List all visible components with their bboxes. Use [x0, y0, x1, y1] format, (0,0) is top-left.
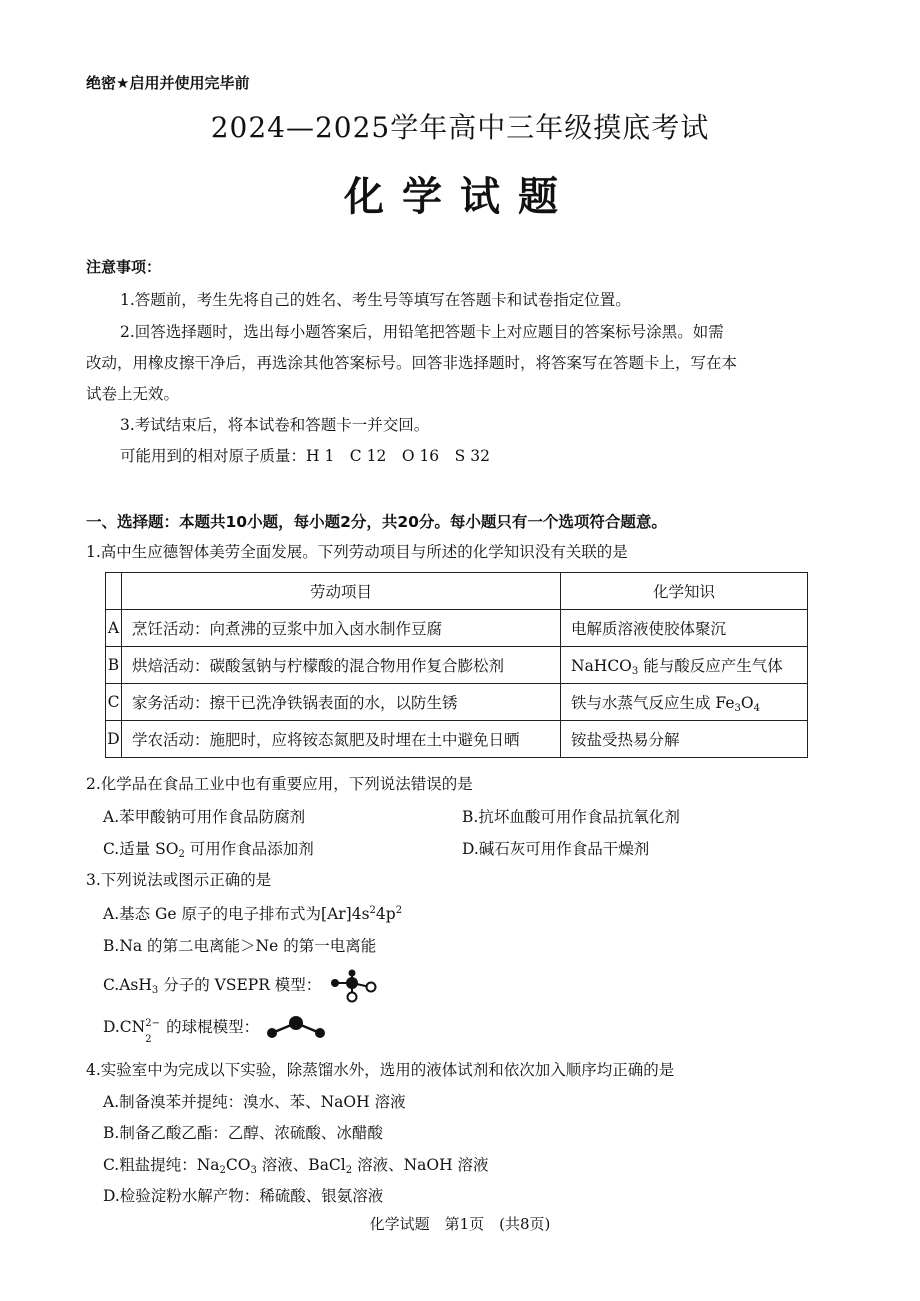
notice-item-3: 3.考试结束后，将本试卷和答题卡一并交回。 [120, 416, 430, 434]
exam-title: 2024—2025学年高中三年级摸底考试 [210, 111, 710, 144]
q4-stem: 4.实验室中为完成以下实验，除蒸馏水外，选用的液体试剂和依次加入顺序均正确的是 [86, 1061, 675, 1079]
q2-option-d: D.碱石灰可用作食品干燥剂 [462, 840, 650, 858]
q4-option-c: C.粗盐提纯：$Na_2CO_3$ 溶液、BaCl$_2$ 溶液、NaOH 溶液 [103, 1156, 489, 1176]
table-row [106, 684, 808, 721]
q4-option-a: A.制备溴苯并提纯：溴水、苯、NaOH 溶液 [103, 1093, 406, 1111]
q4-option-b: B.制备乙酸乙酯：乙醇、浓硫酸、冰醋酸 [103, 1124, 383, 1142]
q1-row-key: A [106, 610, 122, 647]
q1-row-knowledge: 铁与水蒸气反应生成 $Fe_3O_4$ [561, 684, 808, 721]
q1-row-activity: 烹饪活动：向煮沸的豆浆中加入卤水制作豆腐 [122, 610, 561, 647]
subject-title: 化学试题 [344, 174, 576, 220]
table-row [106, 647, 808, 684]
q1-row-activity: 烘焙活动：碳酸氢钠与柠檬酸的混合物用作复合膨松剂 [122, 647, 561, 684]
confidential-label: 绝密★启用并使用完毕前 [86, 74, 250, 92]
q2-option-a: A.苯甲酸钠可用作食品防腐剂 [103, 808, 306, 826]
q4-option-d: D.检验淀粉水解产物：稀硫酸、银氨溶液 [103, 1187, 384, 1205]
page-footer: 化学试题 第1页 (共8页) [369, 1215, 551, 1233]
notice-item-2-line-2: 改动，用橡皮擦干净后，再选涂其他答案标号。回答非选择题时，将答案写在答题卡上，写在本 [86, 354, 738, 372]
atomic-mass-note: 可能用到的相对原子质量：H 1 C 12 O 16 S 32 [120, 447, 490, 465]
q1-row-activity: 家务活动：擦干已洗净铁锅表面的水，以防生锈 [122, 684, 561, 721]
section-1-heading: 一、选择题：本题共10小题，每小题2分，共20分。每小题只有一个选项符合题意。 [86, 513, 667, 531]
notice-item-1: 1.答题前，考生先将自己的姓名、考生号等填写在答题卡和试卷指定位置。 [120, 291, 631, 309]
q1-row-knowledge: 电解质溶液使胶体聚沉 [561, 610, 808, 647]
ball-and-stick-model-icon [264, 1013, 328, 1043]
q1-row-knowledge: 铵盐受热易分解 [561, 721, 808, 758]
q1-stem: 1.高中生应德智体美劳全面发展。下列劳动项目与所述的化学知识没有关联的是 [86, 543, 628, 561]
q3-option-c: C.AsH$_3$ 分子的 VSEPR 模型： [103, 969, 382, 1003]
q3-option-b: B.Na 的第二电离能＞Ne 的第一电离能 [103, 937, 377, 955]
table-row [106, 610, 808, 647]
vsepr-model-icon [326, 969, 382, 1003]
q1-row-key: C [106, 684, 122, 721]
q1-col-knowledge: 化学知识 [561, 573, 808, 610]
q3-stem: 3.下列说法或图示正确的是 [86, 871, 272, 889]
q2-option-b: B.抗坏血酸可用作食品抗氧化剂 [462, 808, 680, 826]
q1-row-knowledge: NaHCO$_3$ 能与酸反应产生气体 [561, 647, 808, 684]
q1-row-key: D [106, 721, 122, 758]
q2-option-c: C.适量 $SO_2$ 可用作食品添加剂 [103, 840, 314, 860]
q1-table [105, 572, 808, 758]
q1-table-header [106, 573, 808, 610]
q1-row-activity: 学农活动：施肥时，应将铵态氮肥及时埋在土中避免日晒 [122, 721, 561, 758]
q1-row-key: B [106, 647, 122, 684]
q3-option-d: D.CN 2− 2 的球棍模型： [103, 1013, 328, 1043]
notice-heading: 注意事项： [86, 258, 162, 276]
q2-stem: 2.化学品在食品工业中也有重要应用，下列说法错误的是 [86, 775, 473, 793]
notice-item-2-line-3: 试卷上无效。 [86, 385, 180, 403]
table-row [106, 721, 808, 758]
q1-col-activity: 劳动项目 [122, 573, 561, 610]
q3-option-a: A.基态 Ge 原子的电子排布式为$[Ar]4s^24p^2$ [103, 905, 403, 923]
notice-item-2-line-1: 2.回答选择题时，选出每小题答案后，用铅笔把答题卡上对应题目的答案标号涂黑。如需 [120, 323, 724, 341]
